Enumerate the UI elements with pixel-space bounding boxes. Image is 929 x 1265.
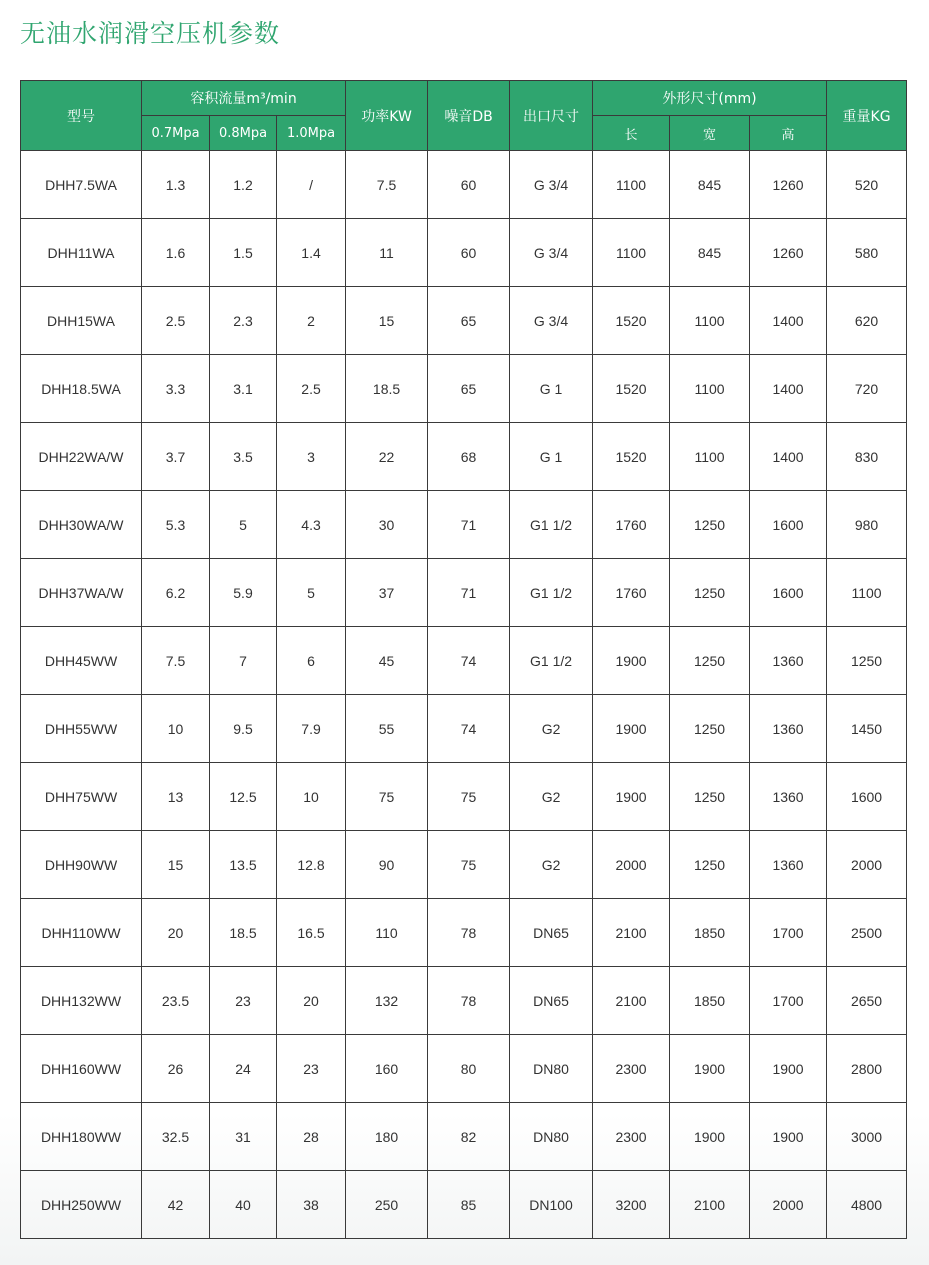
header-height: 高 xyxy=(750,116,827,151)
cell-noise: 75 xyxy=(428,763,510,831)
cell-length: 1520 xyxy=(593,355,670,423)
cell-power: 30 xyxy=(346,491,428,559)
table-row xyxy=(21,763,907,831)
cell-height: 1360 xyxy=(750,627,827,695)
cell-flow-0.8: 24 xyxy=(210,1035,277,1103)
table-row xyxy=(21,1171,907,1239)
cell-flow-1.0: 38 xyxy=(277,1171,346,1239)
cell-weight: 830 xyxy=(827,423,907,491)
cell-power: 22 xyxy=(346,423,428,491)
cell-model: DHH22WA/W xyxy=(21,423,142,491)
cell-model: DHH132WW xyxy=(21,967,142,1035)
cell-flow-1.0: 20 xyxy=(277,967,346,1035)
cell-power: 160 xyxy=(346,1035,428,1103)
cell-outlet: G1 1/2 xyxy=(510,627,593,695)
cell-flow-1.0: 7.9 xyxy=(277,695,346,763)
cell-noise: 82 xyxy=(428,1103,510,1171)
cell-length: 3200 xyxy=(593,1171,670,1239)
cell-model: DHH75WW xyxy=(21,763,142,831)
cell-outlet: G2 xyxy=(510,695,593,763)
header-flow-0.8: 0.8Mpa xyxy=(210,116,277,151)
cell-length: 2100 xyxy=(593,967,670,1035)
cell-length: 1900 xyxy=(593,695,670,763)
cell-height: 1600 xyxy=(750,559,827,627)
cell-noise: 75 xyxy=(428,831,510,899)
page-title: 无油水润滑空压机参数 xyxy=(20,19,281,48)
cell-length: 1760 xyxy=(593,559,670,627)
cell-noise: 60 xyxy=(428,219,510,287)
cell-power: 37 xyxy=(346,559,428,627)
cell-model: DHH18.5WA xyxy=(21,355,142,423)
cell-outlet: G 1 xyxy=(510,423,593,491)
cell-height: 1600 xyxy=(750,491,827,559)
cell-width: 1250 xyxy=(670,559,750,627)
cell-power: 55 xyxy=(346,695,428,763)
cell-model: DHH7.5WA xyxy=(21,151,142,219)
cell-flow-1.0: 4.3 xyxy=(277,491,346,559)
cell-height: 1700 xyxy=(750,967,827,1035)
cell-width: 1900 xyxy=(670,1103,750,1171)
cell-noise: 85 xyxy=(428,1171,510,1239)
table-row xyxy=(21,355,907,423)
cell-flow-0.7: 2.5 xyxy=(142,287,210,355)
cell-noise: 68 xyxy=(428,423,510,491)
table-row xyxy=(21,695,907,763)
cell-noise: 65 xyxy=(428,355,510,423)
cell-weight: 2800 xyxy=(827,1035,907,1103)
cell-length: 1100 xyxy=(593,219,670,287)
cell-length: 1520 xyxy=(593,423,670,491)
cell-model: DHH160WW xyxy=(21,1035,142,1103)
cell-model: DHH11WA xyxy=(21,219,142,287)
cell-height: 1900 xyxy=(750,1035,827,1103)
cell-flow-1.0: 6 xyxy=(277,627,346,695)
header-power: 功率KW xyxy=(346,81,428,151)
cell-flow-0.7: 32.5 xyxy=(142,1103,210,1171)
header-dims: 外形尺寸(mm) xyxy=(593,81,827,116)
cell-flow-1.0: 2 xyxy=(277,287,346,355)
cell-length: 1100 xyxy=(593,151,670,219)
header-model: 型号 xyxy=(21,81,142,151)
cell-noise: 80 xyxy=(428,1035,510,1103)
cell-flow-1.0: / xyxy=(277,151,346,219)
cell-model: DHH250WW xyxy=(21,1171,142,1239)
cell-power: 15 xyxy=(346,287,428,355)
cell-flow-0.7: 1.6 xyxy=(142,219,210,287)
cell-width: 1100 xyxy=(670,355,750,423)
cell-flow-0.8: 9.5 xyxy=(210,695,277,763)
cell-flow-0.8: 18.5 xyxy=(210,899,277,967)
spec-table xyxy=(20,80,907,1239)
cell-flow-1.0: 5 xyxy=(277,559,346,627)
cell-width: 2100 xyxy=(670,1171,750,1239)
cell-height: 1360 xyxy=(750,831,827,899)
cell-flow-0.8: 2.3 xyxy=(210,287,277,355)
header-weight: 重量KG xyxy=(827,81,907,151)
cell-flow-0.7: 3.7 xyxy=(142,423,210,491)
cell-height: 1400 xyxy=(750,287,827,355)
cell-noise: 78 xyxy=(428,899,510,967)
cell-flow-0.7: 10 xyxy=(142,695,210,763)
cell-outlet: DN80 xyxy=(510,1035,593,1103)
cell-weight: 580 xyxy=(827,219,907,287)
cell-weight: 1100 xyxy=(827,559,907,627)
cell-flow-0.8: 40 xyxy=(210,1171,277,1239)
cell-flow-0.7: 20 xyxy=(142,899,210,967)
cell-outlet: DN65 xyxy=(510,899,593,967)
cell-flow-0.8: 5 xyxy=(210,491,277,559)
cell-flow-1.0: 28 xyxy=(277,1103,346,1171)
cell-length: 2000 xyxy=(593,831,670,899)
cell-flow-0.8: 3.1 xyxy=(210,355,277,423)
cell-flow-0.7: 7.5 xyxy=(142,627,210,695)
table-row xyxy=(21,287,907,355)
cell-flow-1.0: 2.5 xyxy=(277,355,346,423)
cell-outlet: G2 xyxy=(510,763,593,831)
cell-flow-0.8: 7 xyxy=(210,627,277,695)
cell-height: 1360 xyxy=(750,763,827,831)
cell-weight: 2650 xyxy=(827,967,907,1035)
cell-width: 1100 xyxy=(670,287,750,355)
cell-flow-0.8: 23 xyxy=(210,967,277,1035)
cell-flow-1.0: 10 xyxy=(277,763,346,831)
cell-length: 1520 xyxy=(593,287,670,355)
cell-width: 1250 xyxy=(670,491,750,559)
header-length: 长 xyxy=(593,116,670,151)
cell-model: DHH45WW xyxy=(21,627,142,695)
cell-height: 1400 xyxy=(750,355,827,423)
cell-width: 845 xyxy=(670,151,750,219)
cell-flow-0.7: 1.3 xyxy=(142,151,210,219)
cell-width: 1900 xyxy=(670,1035,750,1103)
header-flow: 容积流量m³/min xyxy=(142,81,346,116)
cell-height: 1400 xyxy=(750,423,827,491)
cell-flow-1.0: 23 xyxy=(277,1035,346,1103)
cell-weight: 720 xyxy=(827,355,907,423)
cell-noise: 65 xyxy=(428,287,510,355)
header-flow-1.0: 1.0Mpa xyxy=(277,116,346,151)
cell-outlet: G 3/4 xyxy=(510,287,593,355)
cell-noise: 60 xyxy=(428,151,510,219)
cell-outlet: G1 1/2 xyxy=(510,559,593,627)
cell-model: DHH30WA/W xyxy=(21,491,142,559)
cell-length: 1760 xyxy=(593,491,670,559)
cell-length: 2300 xyxy=(593,1103,670,1171)
cell-power: 90 xyxy=(346,831,428,899)
cell-noise: 74 xyxy=(428,695,510,763)
cell-weight: 520 xyxy=(827,151,907,219)
cell-flow-0.8: 31 xyxy=(210,1103,277,1171)
cell-flow-0.8: 5.9 xyxy=(210,559,277,627)
table-row xyxy=(21,1103,907,1171)
cell-height: 1360 xyxy=(750,695,827,763)
cell-height: 1260 xyxy=(750,151,827,219)
cell-model: DHH37WA/W xyxy=(21,559,142,627)
cell-width: 1250 xyxy=(670,627,750,695)
cell-weight: 620 xyxy=(827,287,907,355)
cell-flow-0.8: 1.5 xyxy=(210,219,277,287)
table-row xyxy=(21,967,907,1035)
header-width: 宽 xyxy=(670,116,750,151)
cell-flow-0.7: 3.3 xyxy=(142,355,210,423)
cell-weight: 980 xyxy=(827,491,907,559)
cell-height: 2000 xyxy=(750,1171,827,1239)
cell-flow-0.8: 12.5 xyxy=(210,763,277,831)
header-outlet: 出口尺寸 xyxy=(510,81,593,151)
cell-power: 18.5 xyxy=(346,355,428,423)
cell-outlet: G 3/4 xyxy=(510,219,593,287)
cell-length: 1900 xyxy=(593,627,670,695)
cell-model: DHH180WW xyxy=(21,1103,142,1171)
cell-weight: 2000 xyxy=(827,831,907,899)
header-noise: 噪音DB xyxy=(428,81,510,151)
cell-height: 1700 xyxy=(750,899,827,967)
cell-weight: 1450 xyxy=(827,695,907,763)
table-row xyxy=(21,899,907,967)
cell-weight: 3000 xyxy=(827,1103,907,1171)
table-row xyxy=(21,831,907,899)
table-row xyxy=(21,559,907,627)
cell-outlet: G 3/4 xyxy=(510,151,593,219)
cell-flow-0.7: 26 xyxy=(142,1035,210,1103)
cell-weight: 2500 xyxy=(827,899,907,967)
cell-flow-0.8: 1.2 xyxy=(210,151,277,219)
table-row xyxy=(21,491,907,559)
table-row xyxy=(21,219,907,287)
cell-flow-0.7: 42 xyxy=(142,1171,210,1239)
cell-flow-0.8: 13.5 xyxy=(210,831,277,899)
cell-power: 180 xyxy=(346,1103,428,1171)
cell-flow-1.0: 16.5 xyxy=(277,899,346,967)
cell-flow-0.7: 15 xyxy=(142,831,210,899)
cell-power: 110 xyxy=(346,899,428,967)
cell-flow-0.7: 23.5 xyxy=(142,967,210,1035)
cell-power: 11 xyxy=(346,219,428,287)
spec-table-body xyxy=(21,151,907,1239)
cell-length: 1900 xyxy=(593,763,670,831)
cell-model: DHH15WA xyxy=(21,287,142,355)
cell-weight: 1600 xyxy=(827,763,907,831)
cell-outlet: DN80 xyxy=(510,1103,593,1171)
cell-width: 1250 xyxy=(670,695,750,763)
cell-flow-0.7: 5.3 xyxy=(142,491,210,559)
cell-power: 250 xyxy=(346,1171,428,1239)
table-row xyxy=(21,627,907,695)
cell-flow-1.0: 3 xyxy=(277,423,346,491)
cell-model: DHH55WW xyxy=(21,695,142,763)
cell-flow-0.8: 3.5 xyxy=(210,423,277,491)
cell-power: 7.5 xyxy=(346,151,428,219)
cell-power: 75 xyxy=(346,763,428,831)
cell-flow-0.7: 13 xyxy=(142,763,210,831)
cell-weight: 1250 xyxy=(827,627,907,695)
cell-outlet: G 1 xyxy=(510,355,593,423)
table-row xyxy=(21,1035,907,1103)
cell-length: 2100 xyxy=(593,899,670,967)
cell-power: 132 xyxy=(346,967,428,1035)
cell-model: DHH110WW xyxy=(21,899,142,967)
table-row xyxy=(21,151,907,219)
cell-width: 1250 xyxy=(670,831,750,899)
cell-width: 1250 xyxy=(670,763,750,831)
cell-height: 1900 xyxy=(750,1103,827,1171)
cell-noise: 71 xyxy=(428,491,510,559)
cell-flow-1.0: 1.4 xyxy=(277,219,346,287)
cell-height: 1260 xyxy=(750,219,827,287)
cell-flow-1.0: 12.8 xyxy=(277,831,346,899)
cell-width: 1850 xyxy=(670,899,750,967)
cell-noise: 74 xyxy=(428,627,510,695)
cell-weight: 4800 xyxy=(827,1171,907,1239)
cell-noise: 71 xyxy=(428,559,510,627)
cell-width: 845 xyxy=(670,219,750,287)
cell-model: DHH90WW xyxy=(21,831,142,899)
header-flow-0.7: 0.7Mpa xyxy=(142,116,210,151)
cell-noise: 78 xyxy=(428,967,510,1035)
cell-length: 2300 xyxy=(593,1035,670,1103)
cell-width: 1850 xyxy=(670,967,750,1035)
cell-power: 45 xyxy=(346,627,428,695)
cell-outlet: G1 1/2 xyxy=(510,491,593,559)
table-row xyxy=(21,423,907,491)
cell-flow-0.7: 6.2 xyxy=(142,559,210,627)
cell-width: 1100 xyxy=(670,423,750,491)
cell-outlet: DN100 xyxy=(510,1171,593,1239)
cell-outlet: G2 xyxy=(510,831,593,899)
cell-outlet: DN65 xyxy=(510,967,593,1035)
